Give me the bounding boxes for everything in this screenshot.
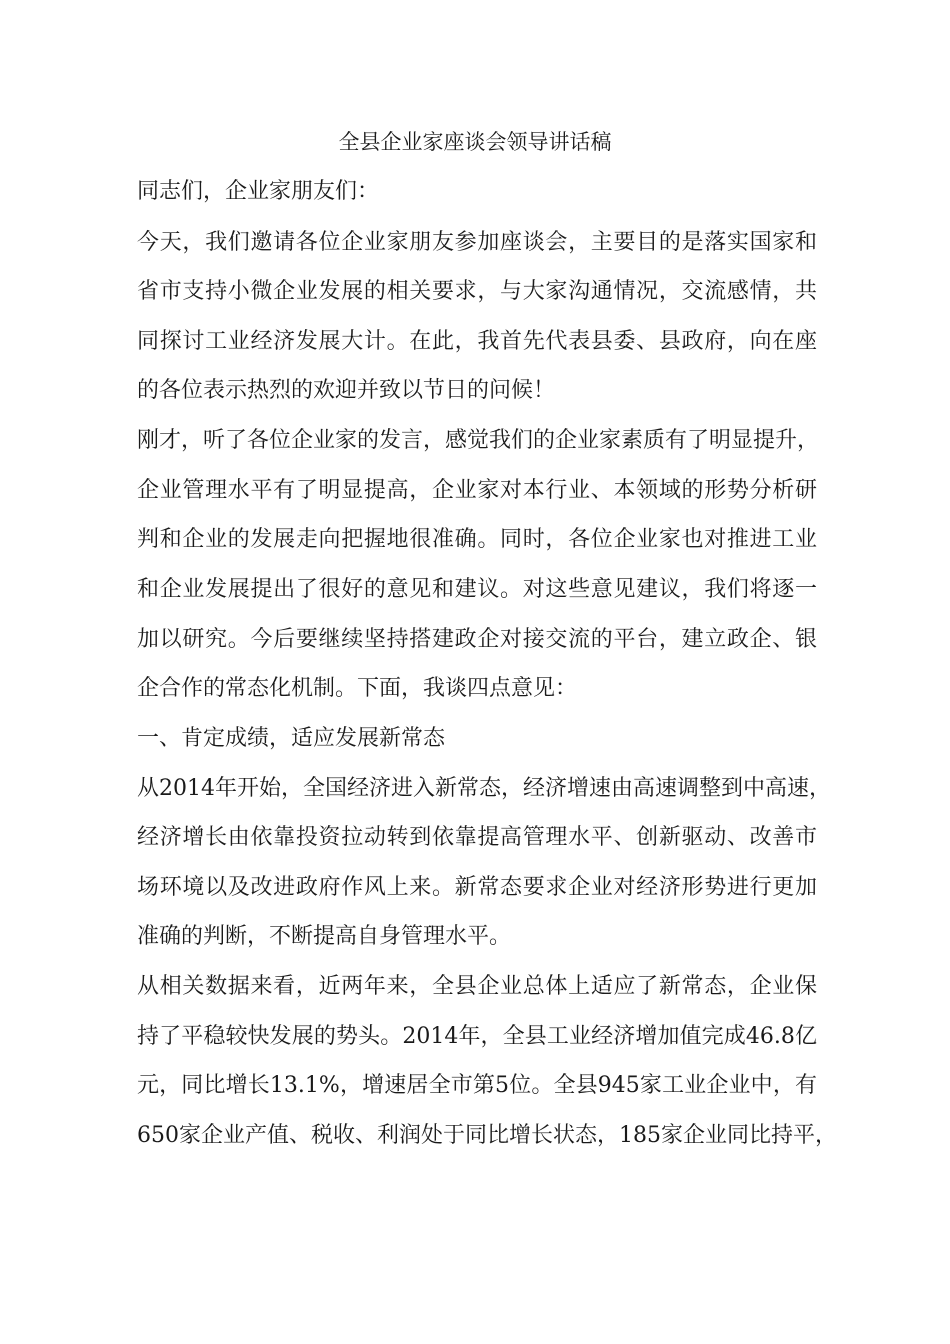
- paragraph-line: 从2014年开始，全国经济进入新常态，经济增速由高速调整到中高速，: [137, 776, 831, 801]
- paragraph-line: 和企业发展提出了很好的意见和建议。对这些意见建议，我们将逐一: [137, 577, 817, 602]
- paragraph-line: 场环境以及改进政府作风上来。新常态要求企业对经济形势进行更加: [137, 875, 817, 900]
- paragraph-line: 经济增长由依靠投资拉动转到依靠提高管理水平、创新驱动、改善市: [137, 825, 817, 850]
- paragraph-line: 650家企业产值、税收、利润处于同比增长状态，185家企业同比持平，: [137, 1123, 837, 1148]
- paragraph-line: 元，同比增长13.1%，增速居全市第5位。全县945家工业企业中，有: [137, 1073, 817, 1098]
- salutation: 同志们，企业家朋友们：: [137, 179, 380, 204]
- paragraph-line: 加以研究。今后要继续坚持搭建政企对接交流的平台，建立政企、银: [137, 627, 817, 652]
- paragraph-line: 刚才，听了各位企业家的发言，感觉我们的企业家素质有了明显提升，: [137, 428, 820, 453]
- document-title: 全县企业家座谈会领导讲话稿: [338, 130, 612, 154]
- paragraph-line: 今天，我们邀请各位企业家朋友参加座谈会，主要目的是落实国家和: [137, 230, 817, 255]
- paragraph-line: 持了平稳较快发展的势头。2014年，全县工业经济增加值完成46.8亿: [137, 1024, 817, 1049]
- paragraph-line: 省市支持小微企业发展的相关要求，与大家沟通情况，交流感情，共: [137, 279, 817, 304]
- paragraph-line: 企合作的常态化机制。下面，我谈四点意见：: [137, 676, 578, 701]
- paragraph-line: 从相关数据来看，近两年来，全县企业总体上适应了新常态，企业保: [137, 974, 817, 999]
- paragraph-line: 企业管理水平有了明显提高，企业家对本行业、本领域的形势分析研: [137, 478, 817, 503]
- paragraph-line: 同探讨工业经济发展大计。在此，我首先代表县委、县政府，向在座: [137, 329, 817, 354]
- paragraph-line: 判和企业的发展走向把握地很准确。同时，各位企业家也对推进工业: [137, 527, 817, 552]
- section-heading: 一、肯定成绩，适应发展新常态: [137, 726, 446, 751]
- paragraph-line: 的各位表示热烈的欢迎并致以节日的问候！: [137, 378, 556, 403]
- paragraph-line: 准确的判断，不断提高自身管理水平。: [137, 924, 512, 949]
